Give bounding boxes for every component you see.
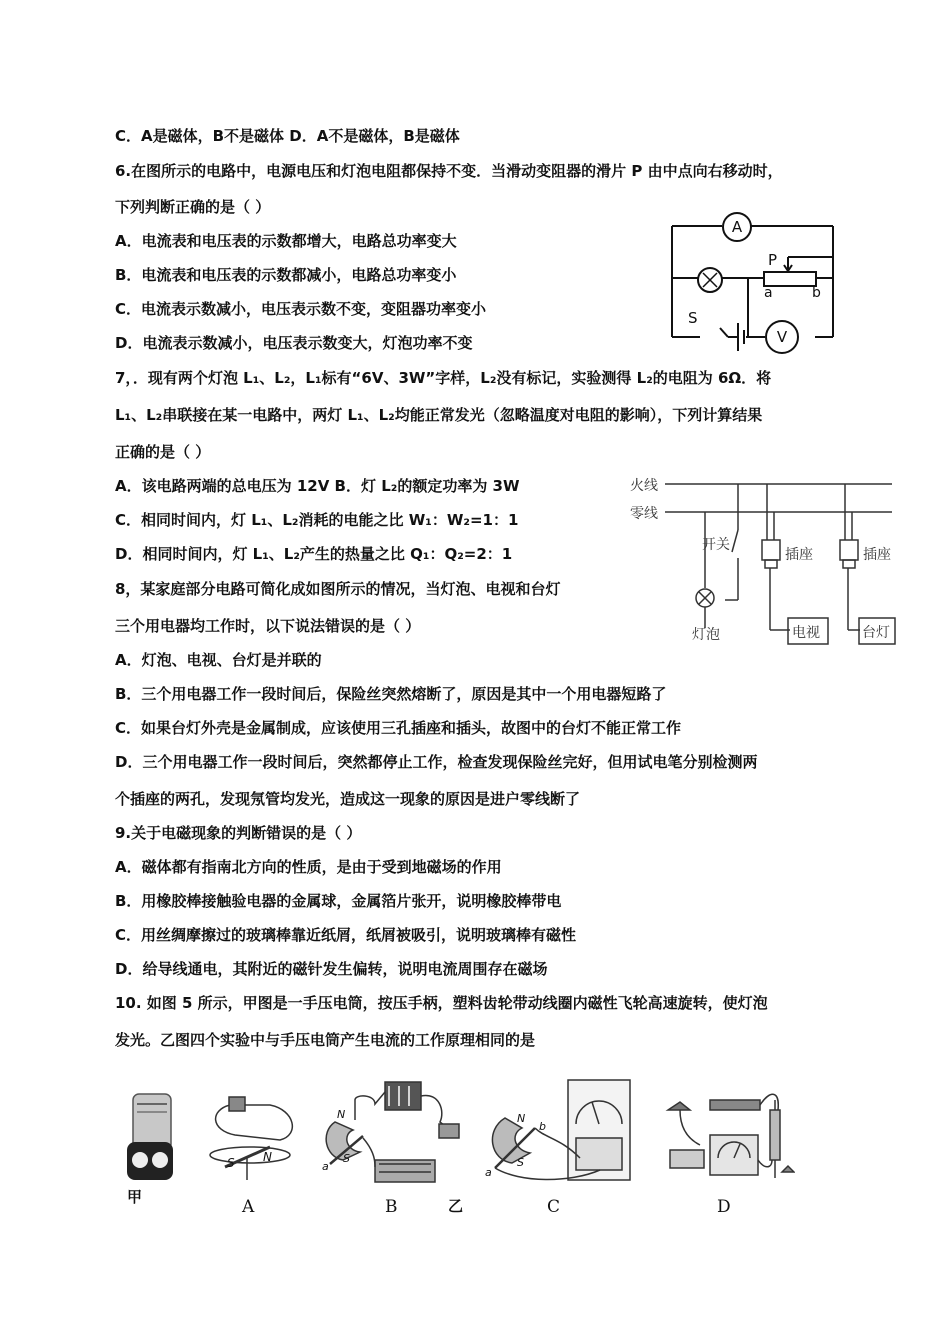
end-b-label: b: [812, 285, 821, 301]
tv-label: 电视: [792, 625, 820, 641]
option-6c: C．电流表示数减小，电压表示数不变，变阻器功率变小: [115, 300, 487, 318]
experiment-c-image: [480, 1078, 640, 1193]
option-7d: D．相同时间内，灯 L₁、L₂产生的热量之比 Q₁：Q₂=2：1: [115, 545, 513, 563]
question-10-stem: 10. 如图 5 所示，甲图是一手压电筒，按压手柄，塑料齿轮带动线圈内磁性飞轮高速旋转，使灯泡: [115, 994, 768, 1012]
switch-label: 开关: [702, 537, 730, 553]
experiment-a-image: [205, 1085, 300, 1185]
option-9c: C．用丝绸摩擦过的玻璃棒靠近纸屑，纸屑被吸引，说明玻璃棒有磁性: [115, 926, 577, 944]
option-8a: A．灯泡、电视、台灯是并联的: [115, 651, 322, 669]
figure-row-q10: [115, 1070, 815, 1220]
option-7a-7b: A．该电路两端的总电压为 12V B．灯 L₂的额定功率为 3W: [115, 477, 520, 495]
experiment-b-n: N: [337, 1108, 346, 1121]
question-7-stem-2: L₁、L₂串联接在某一电路中，两灯 L₁、L₂均能正常发光（忽略温度对电阻的影响），下列计算结果: [115, 406, 763, 424]
experiment-b-label: B: [385, 1197, 398, 1217]
bulb-label: 灯泡: [692, 627, 720, 643]
bulb: [697, 267, 723, 293]
experiment-c-a: a: [485, 1166, 492, 1179]
figure-yi-label: 乙: [448, 1197, 464, 1215]
neutral-wire-label: 零线: [630, 506, 658, 522]
battery: [736, 323, 746, 351]
experiment-b-s: S: [343, 1152, 350, 1165]
question-10-stem-2: 发光。乙图四个实验中与手压电筒产生电流的工作原理相同的是: [115, 1031, 536, 1049]
experiment-c-b: b: [539, 1120, 546, 1133]
circuit-diagram-q6: [660, 205, 850, 360]
option-9a: A．磁体都有指南北方向的性质，是由于受到地磁场的作用: [115, 858, 502, 876]
question-7-stem-3: 正确的是（ ）: [115, 443, 211, 461]
option-6b: B．电流表和电压表的示数都减小，电路总功率变小: [115, 266, 457, 284]
slider-label: P: [768, 251, 778, 269]
experiment-a-n: N: [263, 1150, 272, 1164]
option-7c: C．相同时间内，灯 L₁、L₂消耗的电能之比 W₁：W₂=1：1: [115, 511, 519, 529]
option-9b: B．用橡胶棒接触验电器的金属球，金属箔片张开，说明橡胶棒带电: [115, 892, 562, 910]
lamp-label: 台灯: [862, 625, 890, 641]
option-8d: D．三个用电器工作一段时间后，突然都停止工作，检查发现保险丝完好，但用试电笔分别检测两: [115, 753, 758, 771]
socket1-label: 插座: [785, 547, 813, 563]
question-8-stem-2: 三个用电器均工作时，以下说法错误的是（ ）: [115, 617, 421, 635]
question-6-stem-2: 下列判断正确的是（ ）: [115, 198, 271, 216]
socket2-label: 插座: [863, 547, 891, 563]
option-9d: D．给导线通电，其附近的磁针发生偏转，说明电流周围存在磁场: [115, 960, 548, 978]
experiment-b-a: a: [322, 1160, 329, 1173]
switch-label: S: [688, 309, 698, 327]
voltmeter-label: V: [776, 328, 788, 346]
experiment-c-n: N: [517, 1112, 526, 1125]
question-8-stem: 8，某家庭部分电路可简化成如图所示的情况，当灯泡、电视和台灯: [115, 580, 561, 598]
experiment-c-label: C: [547, 1197, 561, 1217]
option-8c: C．如果台灯外壳是金属制成，应该使用三孔插座和插头，故图中的台灯不能正常工作: [115, 719, 682, 737]
option-6d: D．电流表示数减小，电压表示数变大，灯泡功率不变: [115, 334, 473, 352]
experiment-d-image: [660, 1080, 795, 1190]
ammeter: [722, 212, 752, 242]
question-6-stem: 6.在图所示的电路中，电源电压和灯泡电阻都保持不变．当滑动变阻器的滑片 P 由中点向右移动时，: [115, 162, 783, 180]
question-7-stem: 7，．现有两个灯泡 L₁、L₂，L₁标有“6V、3W”字样，L₂没有标记，实验测得 L₂的电阻为 6Ω．将: [115, 369, 772, 387]
live-wire-label: 火线: [630, 478, 658, 494]
experiment-b-image: [315, 1072, 465, 1192]
experiment-d-label: D: [717, 1197, 731, 1217]
flashlight-image: [123, 1092, 179, 1184]
voltmeter: [765, 320, 799, 354]
household-circuit-q8: [630, 470, 900, 650]
option-8b: B．三个用电器工作一段时间后，保险丝突然熔断了，原因是其中一个用电器短路了: [115, 685, 667, 703]
end-a-label: a: [764, 285, 773, 301]
experiment-a-s: S: [227, 1156, 235, 1170]
question-9-stem: 9.关于电磁现象的判断错误的是（ ）: [115, 824, 362, 842]
option-8d-cont: 个插座的两孔，发现氖管均发光，造成这一现象的原因是进户零线断了: [115, 790, 581, 808]
option-5c-5d: C．A是磁体，B不是磁体 D．A不是磁体，B是磁体: [115, 127, 460, 145]
option-6a: A．电流表和电压表的示数都增大，电路总功率变大: [115, 232, 457, 250]
experiment-a-label: A: [242, 1197, 255, 1217]
ammeter-label: A: [731, 218, 743, 236]
figure-jia-label: 甲: [127, 1188, 143, 1206]
experiment-c-s: S: [517, 1156, 524, 1169]
